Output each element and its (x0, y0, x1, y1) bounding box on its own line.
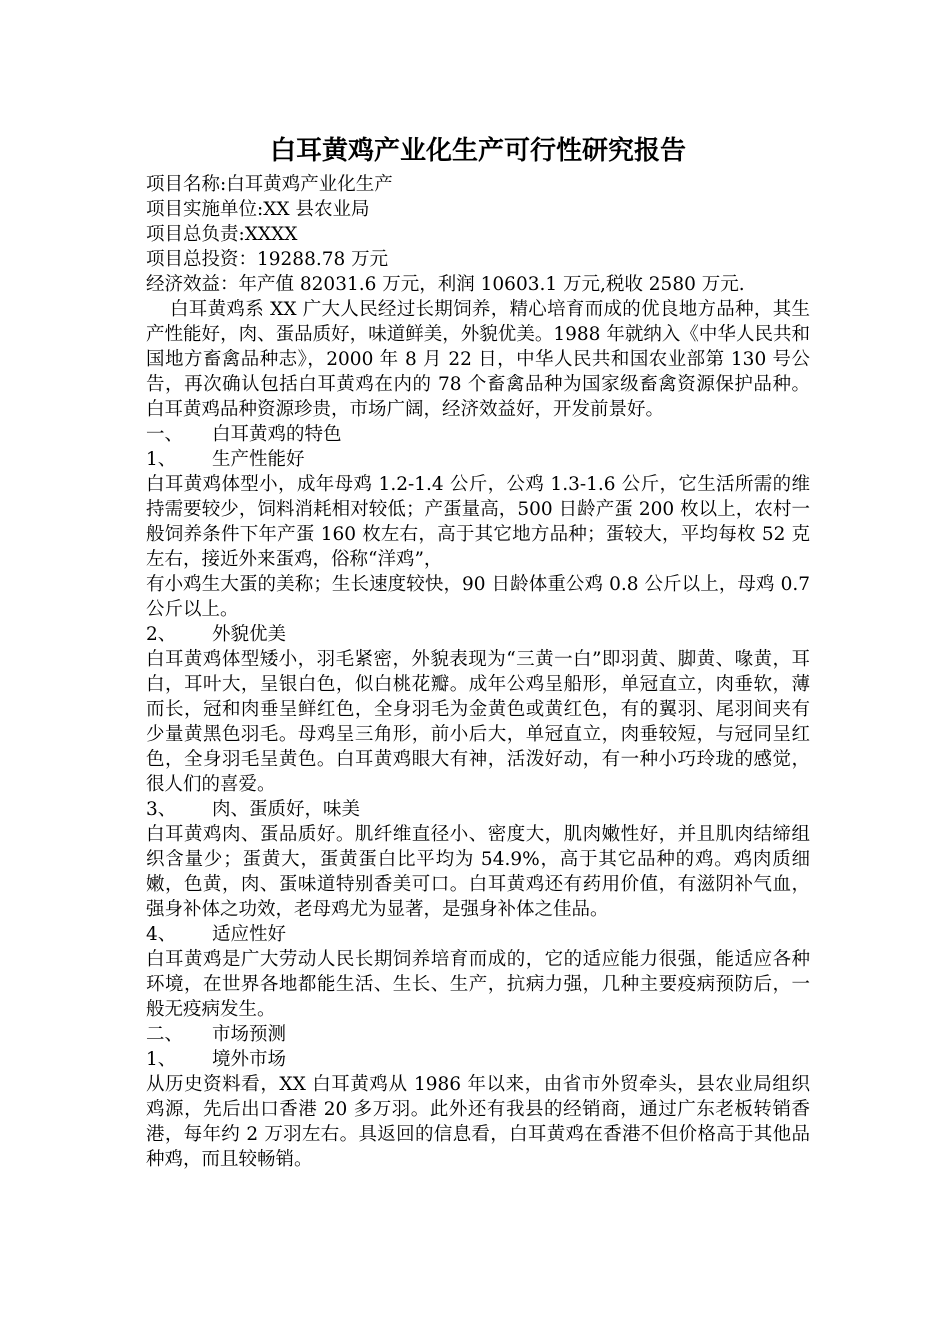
project-name: 项目名称:白耳黄鸡产业化生产 (146, 174, 393, 195)
subsection-number: 1、 (146, 1049, 177, 1070)
body-paragraph: 白耳黄鸡是广大劳动人民长期饲养培育而成的，它的适应能力很强，能适应各种环境，在世界各地都能生活、生长、生产，抗病力强，几种主要疫病预防后，一般无疫病发生。 (146, 949, 810, 1020)
subsection-heading (146, 797, 810, 822)
intro-paragraph: 白耳黄鸡系 XX 广大人民经过长期饲养，精心培育而成的优良地方品种，其生产性能好，肉、蛋品质好，味道鲜美，外貌优美。1988 年就纳入《中华人民共和国地方畜禽品种志》，2000 年 8 月 22 日，中华人民共和国农业部第 130 号公告，再次确认包括白耳黄鸡在内的 78 个畜禽品种为国家级畜禽资源保护品种。白耳黄鸡品种资源珍贵，市场广阔，经济效益好，开发前景好。 (146, 299, 810, 420)
subsection-heading (146, 447, 810, 472)
document-title: 白耳黄鸡产业化生产可行性研究报告 (269, 136, 686, 166)
subsection-number: 3、 (146, 799, 177, 820)
subsection-title: 生产性能好 (212, 449, 305, 470)
document-page (146, 132, 810, 1172)
subsection-number: 2、 (146, 624, 177, 645)
project-investment: 项目总投资：19288.78 万元 (146, 249, 389, 270)
body-paragraph: 白耳黄鸡体型矮小，羽毛紧密，外貌表现为“三黄一白”即羽黄、脚黄、喙黄，耳白，耳叶大，呈银白色，似白桃花瓣。成年公鸡呈船形，单冠直立，肉垂软，薄而长，冠和肉垂呈鲜红色，全身羽毛为金黄色或黄红色，有的翼羽、尾羽间夹有少量黄黑色羽毛。母鸡呈三角形，前小后大，单冠直立，肉垂较短，与冠同呈红色，全身羽毛呈黄色。白耳黄鸡眼大有神，活泼好动，有一种小巧玲珑的感觉，很人们的喜爱。 (146, 649, 810, 795)
body-paragraph: 从历史资料看，XX 白耳黄鸡从 1986 年以来，由省市外贸牵头，县农业局组织鸡源，先后出口香港 20 多万羽。此外还有我县的经销商，通过广东老板转销香港，每年约 2 万羽左右。具返回的信息看，白耳黄鸡在香港不但价格高于其他品种鸡，而且较畅销。 (146, 1074, 810, 1170)
subsection-number: 1、 (146, 449, 177, 470)
project-benefit: 经济效益：年产值 82031.6 万元，利润 10603.1 万元,税收 2580 万元. (146, 274, 745, 295)
subsection-heading (146, 622, 810, 647)
section-heading (146, 1022, 810, 1047)
section-heading (146, 422, 810, 447)
body-paragraph: 白耳黄鸡体型小，成年母鸡 1.2-1.4 公斤，公鸡 1.3-1.6 公斤，它生活所需的维持需要较少，饲料消耗相对较低；产蛋量高，500 日龄产蛋 200 枚以上，农村一般饲养条件下年产蛋 160 枚左右，高于其它地方品种；蛋较大，平均每枚 52 克左右，接近外来蛋鸡，俗称“洋鸡”， (146, 474, 810, 570)
subsection-title: 适应性好 (212, 924, 287, 945)
project-leader: 项目总负责:XXXX (146, 224, 298, 245)
body-paragraph: 有小鸡生大蛋的美称；生长速度较快，90 日龄体重公鸡 0.8 公斤以上，母鸡 0.7 公斤以上。 (146, 574, 810, 620)
subsection-title: 外貌优美 (212, 624, 287, 645)
section-number: 二、 (146, 1024, 184, 1045)
body-paragraph: 白耳黄鸡肉、蛋品质好。肌纤维直径小、密度大，肌肉嫩性好，并且肌肉结缔组织含量少；蛋黄大，蛋黄蛋白比平均为 54.9%，高于其它品种的鸡。鸡肉质细嫩，色黄，肉、蛋味道特别香美可口。白耳黄鸡还有药用价值，有滋阴补气血，强身补体之功效，老母鸡尤为显著，是强身补体之佳品。 (146, 824, 810, 920)
subsection-title: 境外市场 (212, 1049, 287, 1070)
section-title: 白耳黄鸡的特色 (212, 424, 342, 445)
project-unit: 项目实施单位:XX 县农业局 (146, 199, 370, 220)
subsection-title: 肉、蛋质好，味美 (212, 799, 361, 820)
subsection-number: 4、 (146, 924, 177, 945)
section-title: 市场预测 (212, 1024, 287, 1045)
subsection-heading (146, 1047, 810, 1072)
section-number: 一、 (146, 424, 184, 445)
subsection-heading (146, 922, 810, 947)
